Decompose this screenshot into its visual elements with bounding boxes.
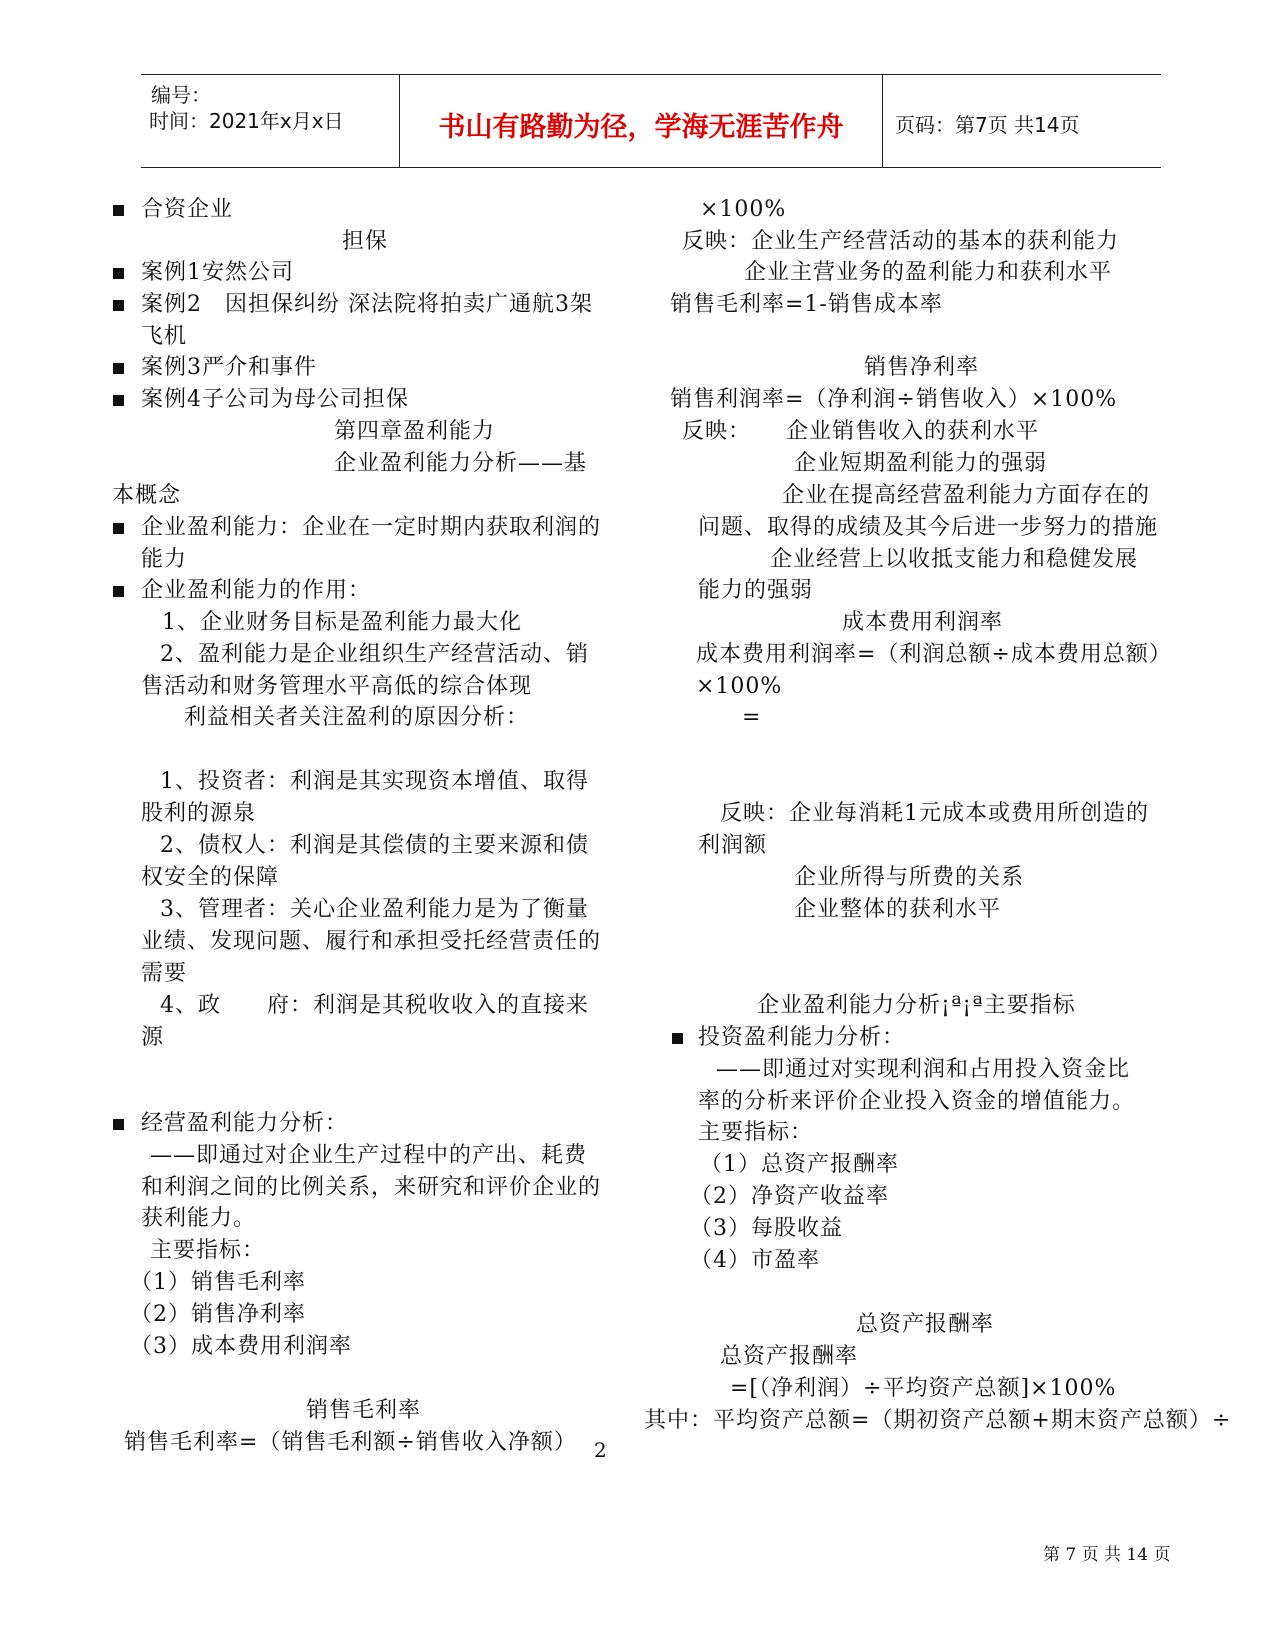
left-line: ——即通过对企业生产过程中的产出、耗费 xyxy=(150,1143,588,1168)
right-line: 问题、取得的成绩及其今后进一步努力的措施 xyxy=(698,515,1159,540)
left-line: 1、投资者：利润是其实现资本增值、取得 xyxy=(160,769,589,794)
left-line: 案例2 因担保纠纷 深法院将拍卖广通航3架 xyxy=(141,292,593,317)
right-line: 销售毛利率=1-销售成本率 xyxy=(670,292,943,317)
right-line: 总资产报酬率 xyxy=(720,1344,859,1369)
left-line: 4、政 府：利润是其税收收入的直接来 xyxy=(160,993,589,1018)
left-line: 3、管理者：关心企业盈利能力是为了衡量 xyxy=(160,897,589,922)
left-line: 案例3严介和事件 xyxy=(141,355,317,380)
left-line: 企业盈利能力的作用： xyxy=(141,578,372,603)
right-line: 其中：平均资产总额=（期初资产总额+期末资产总额）÷ xyxy=(644,1408,1232,1433)
subheading: 销售净利率 xyxy=(864,355,980,380)
left-line: 能力 xyxy=(141,547,188,572)
left-line: （3）成本费用利润率 xyxy=(130,1334,352,1359)
header-slogan-cell xyxy=(399,75,883,167)
right-line: 反映：企业每消耗1元成本或费用所创造的 xyxy=(720,801,1149,826)
page-header xyxy=(141,74,1161,168)
right-line: 反映：企业生产经营活动的基本的获利能力 xyxy=(682,229,1120,254)
left-line: 2、债权人：利润是其偿债的主要来源和债 xyxy=(160,833,589,858)
right-line: 利润额 xyxy=(698,833,768,858)
bullet-icon xyxy=(113,395,124,406)
right-line: 企业主营业务的盈利能力和获利水平 xyxy=(744,260,1113,285)
left-line: 利益相关者关注盈利的原因分析： xyxy=(184,705,530,730)
right-line: 主要指标： xyxy=(698,1120,814,1145)
right-line: 投资盈利能力分析： xyxy=(698,1025,906,1050)
page-label: 页码：第7页 共14页 xyxy=(895,113,1080,137)
left-line: 需要 xyxy=(141,961,188,986)
left-line: 2、盈利能力是企业组织生产经营活动、销 xyxy=(160,642,589,667)
page-footer: 第 7 页 共 14 页 xyxy=(1043,1545,1171,1565)
bullet-icon xyxy=(113,523,124,534)
subheading: 总资产报酬率 xyxy=(856,1312,995,1337)
bullet-icon xyxy=(113,205,124,216)
right-line: ×100% xyxy=(700,197,787,222)
bullet-icon xyxy=(113,1119,124,1130)
left-line: 销售毛利率=（销售毛利额÷销售收入净额） xyxy=(124,1430,577,1455)
left-line: 案例1安然公司 xyxy=(141,260,294,285)
left-line: 获利能力。 xyxy=(141,1206,257,1231)
right-line: 企业所得与所费的关系 xyxy=(794,865,1025,890)
right-line: 反映： 企业销售收入的获利水平 xyxy=(682,419,1040,444)
left-line: 业绩、发现问题、履行和承担受托经营责任的 xyxy=(141,929,602,954)
right-line: 企业整体的获利水平 xyxy=(794,897,1002,922)
right-line: （4）市盈率 xyxy=(690,1248,820,1273)
right-line: ——即通过对实现利润和占用投入资金比 xyxy=(716,1057,1131,1082)
right-line: = xyxy=(742,705,762,730)
number-label: 编号： xyxy=(151,83,211,107)
right-line: 能力的强弱 xyxy=(698,578,814,603)
left-line: 1、企业财务目标是盈利能力最大化 xyxy=(162,610,522,635)
right-line: 企业在提高经营盈利能力方面存在的 xyxy=(782,483,1151,508)
bullet-icon xyxy=(113,300,124,311)
left-line: 企业盈利能力：企业在一定时期内获取利润的 xyxy=(141,515,602,540)
subheading: 成本费用利润率 xyxy=(842,610,1004,635)
bullet-icon xyxy=(113,268,124,279)
section-title: 企业盈利能力分析——基 xyxy=(334,451,588,476)
left-line: 合资企业 xyxy=(141,197,234,222)
right-line: 销售利润率=（净利润÷销售收入）×100% xyxy=(670,387,1118,412)
right-line: （2）净资产收益率 xyxy=(690,1184,889,1209)
right-line: =[（净利润）÷平均资产总额]×100% xyxy=(730,1376,1117,1401)
right-line: （3）每股收益 xyxy=(690,1216,843,1241)
section-title-cont: 本概念 xyxy=(112,483,182,508)
right-line: 率的分析来评价企业投入资金的增值能力。 xyxy=(698,1089,1136,1114)
left-line: 2 xyxy=(594,1438,608,1462)
left-line: 源 xyxy=(141,1025,165,1050)
header-page-cell xyxy=(881,75,1161,167)
left-line: 售活动和财务管理水平高低的综合体现 xyxy=(141,674,533,699)
chapter-title: 第四章盈利能力 xyxy=(334,419,496,444)
left-line: 权安全的保障 xyxy=(141,865,280,890)
left-line: 主要指标： xyxy=(150,1238,266,1263)
right-line: 成本费用利润率=（利润总额÷成本费用总额） xyxy=(696,642,1172,667)
left-line: （1）销售毛利率 xyxy=(130,1270,306,1295)
right-line: 企业经营上以收抵支能力和稳健发展 xyxy=(770,547,1139,572)
left-line: 飞机 xyxy=(141,324,188,349)
bullet-icon xyxy=(113,363,124,374)
left-line: 股利的源泉 xyxy=(141,801,257,826)
left-line: 和利润之间的比例关系，来研究和评价企业的 xyxy=(141,1175,602,1200)
bullet-icon xyxy=(672,1033,683,1044)
left-line: （2）销售净利率 xyxy=(130,1302,306,1327)
header-info-cell xyxy=(141,75,399,167)
right-line: （1）总资产报酬率 xyxy=(700,1152,899,1177)
right-line: 企业短期盈利能力的强弱 xyxy=(794,451,1048,476)
left-line: 经营盈利能力分析： xyxy=(141,1111,349,1136)
left-line: 担保 xyxy=(342,229,389,254)
bullet-icon xyxy=(113,586,124,597)
slogan: 书山有路勤为径，学海无涯苦作舟 xyxy=(438,112,844,143)
right-line: ×100% xyxy=(696,674,783,699)
time-label: 时间：2021年x月x日 xyxy=(149,109,344,133)
subheading: 销售毛利率 xyxy=(306,1398,422,1423)
subheading: 企业盈利能力分析¡ª¡ª主要指标 xyxy=(757,993,1076,1018)
left-line: 案例4子公司为母公司担保 xyxy=(141,387,409,412)
